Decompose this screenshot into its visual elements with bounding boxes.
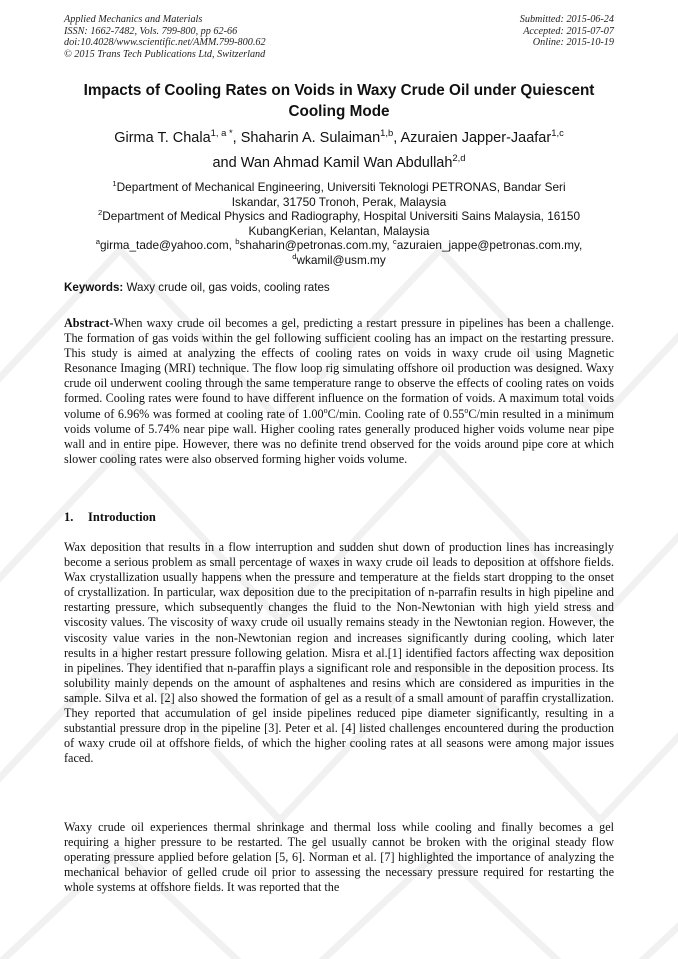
affiliation-sup: 1 bbox=[112, 179, 117, 189]
paper-title bbox=[64, 80, 614, 122]
issn-line: ISSN: 1662-7482, Vols. 799-800, pp 62-66 bbox=[64, 25, 238, 37]
affiliation-1 bbox=[64, 180, 614, 195]
author-sup: 1,c bbox=[551, 127, 564, 139]
affiliation-2-cont: KubangKerian, Kelantan, Malaysia bbox=[248, 223, 430, 238]
author-line-2 bbox=[64, 151, 614, 176]
title-line-1: Impacts of Cooling Rates on Voids in Waxy Crude Oil under Quiescent bbox=[83, 82, 595, 99]
affiliations bbox=[64, 180, 614, 268]
body-paragraph-2: Waxy crude oil experiences thermal shrinkage and thermal loss while cooling and finally becomes a gel requiring a higher pressure to be restarted. The gel usually cannot be broken with the original steady flow operating pressure applied before gelation [5, 6]. Norman et al. [7] highlighted the importance of analyzing the mechanical behavior of gelled crude oil prior to assessing the necessary pressure required for restarting the whole systems at offshore fields. It was reported that the bbox=[64, 820, 614, 895]
journal-name: Applied Mechanics and Materials bbox=[64, 14, 203, 25]
email-line-1 bbox=[64, 238, 614, 253]
email-link[interactable]: azuraien_jappe@petronas.com.my, bbox=[396, 238, 583, 253]
abstract-label: Abstract- bbox=[64, 316, 114, 330]
author-name: Girma T. Chala bbox=[114, 130, 211, 146]
doi-line: doi:10.4028/www.scientific.net/AMM.799-800.62 bbox=[64, 37, 266, 48]
email-link[interactable]: girma_tade@yahoo.com, bbox=[99, 238, 236, 253]
submitted-date: Submitted: 2015-06-24 bbox=[519, 14, 614, 25]
section-number: 1. bbox=[64, 510, 74, 524]
author-and: and bbox=[212, 155, 241, 171]
accepted-date: Accepted: 2015-07-07 bbox=[523, 25, 614, 37]
section-title: Introduction bbox=[88, 510, 156, 524]
author-list bbox=[64, 126, 614, 176]
affiliation-text: Department of Mechanical Engineering, Universiti Teknologi PETRONAS, Bandar Seri bbox=[116, 180, 566, 194]
email-sup: d bbox=[292, 252, 297, 262]
abstract bbox=[64, 316, 614, 467]
title-line-2: Cooling Mode bbox=[288, 103, 390, 120]
email-line-2 bbox=[64, 253, 614, 268]
email-sup: a bbox=[95, 237, 100, 247]
email-sup: c bbox=[392, 237, 397, 247]
author-sup: 1, a * bbox=[210, 127, 233, 139]
header-left bbox=[64, 14, 266, 60]
degree-sup: o bbox=[464, 405, 469, 415]
affiliation-text: Department of Medical Physics and Radiography, Hospital Universiti Sains Malaysia, 16150 bbox=[102, 209, 581, 224]
degree-sup: o bbox=[323, 405, 328, 415]
keywords-label: Keywords: bbox=[64, 281, 124, 294]
keywords-text: Waxy crude oil, gas voids, cooling rates bbox=[123, 281, 330, 294]
email-link[interactable]: shaharin@petronas.com.my, bbox=[239, 238, 393, 253]
section-heading bbox=[64, 510, 614, 525]
keywords bbox=[64, 281, 614, 295]
affiliation-sup: 2 bbox=[97, 208, 103, 218]
email-sup: b bbox=[235, 237, 240, 247]
author-separator: , bbox=[393, 130, 401, 146]
email-link[interactable]: wkamil@usm.my bbox=[296, 252, 386, 267]
author-name: Azuraien Japper-Jaafar bbox=[400, 130, 552, 146]
affiliation-1-cont: Iskandar, 31750 Tronoh, Perak, Malaysia bbox=[231, 194, 447, 209]
header-right bbox=[520, 14, 614, 49]
author-name: Shaharin A. Sulaiman bbox=[240, 130, 381, 146]
author-separator: , bbox=[232, 130, 241, 146]
abstract-text: When waxy crude oil becomes a gel, predicting a restart pressure in pipelines has been a challenge. The formation of gas voids within the gel following sufficient cooling has an impact on the restarting pressure. This study is aimed at analyzing the effects of cooling rates on voids in waxy crude oil using Magnetic Resonance Imaging (MRI) technique. The flow loop rig simulating offshore oil production was designed. Waxy crude oil underwent cooling through the same temperature range to observe the effects of cooling rates on voids formed. Cooling rates were found to have different influence on the formation of voids. A maximum total voids volume of 6.96% was formed at cooling rate of 1.00 bbox=[64, 316, 614, 421]
abstract-text: C/min resulted in a minimum voids volume of 5.74% near pipe wall. Higher cooling rates generally produced higher voids volume near pipe wall and in entire pipe. However, there was no definite trend observed for the voids around pipe core at which slower cooling rates were also observed forming higher voids volume. bbox=[64, 406, 615, 466]
abstract-text: C/min. Cooling rate of 0.55 bbox=[327, 406, 465, 421]
copyright-line: © 2015 Trans Tech Publications Ltd, Switzerland bbox=[64, 48, 266, 60]
author-name: Wan Ahmad Kamil Wan Abdullah bbox=[240, 155, 453, 171]
affiliation-2 bbox=[64, 209, 614, 224]
author-sup: 1,b bbox=[380, 127, 394, 139]
body-paragraph-1: Wax deposition that results in a flow interruption and sudden shut down of production lines has increasingly become a serious problem as small percentage of waxes in waxy crude oil leads to deposition at offshore fields. Wax crystallization usually happens when the pressure and temperature at the fields start dropping to the onset of crystallization. In particular, wax deposition due to the precipitation of n-parrafin results in high pipeline and restarting pressure, which subsequently changes the fluid to the Non-Newtonian with high yield stress and viscosity values. The viscosity of waxy crude oil usually remains steady in the Newtonian region. However, the viscosity value varies in the non-Newtonian region and increases significantly during cooling, which later results in a higher restart pressure following gelation. Misra et al.[1] identified factors affecting wax deposition in pipelines. They identified that n-paraffin plays a significant role and responsible in the deposition process. Its solubility mainly depends on the amount of asphaltenes and resins which are considered as impurities in the sample. Silva et al. [2] also showed the formation of gel as a result of a small amount of paraffin crystallization. They reported that accumulation of gel inside pipelines reduced pipe diameter significantly, resulting in a substantial pressure drop in the pipeline [3]. Peter et al. [4] listed challenges encountered during the production of waxy crude oil at offshore fields, of which the higher cooling rates at all seasons were among major issues faced. bbox=[64, 540, 614, 766]
author-line-1 bbox=[64, 126, 614, 151]
author-sup: 2,d bbox=[452, 152, 466, 164]
online-date: Online: 2015-10-19 bbox=[532, 37, 614, 48]
